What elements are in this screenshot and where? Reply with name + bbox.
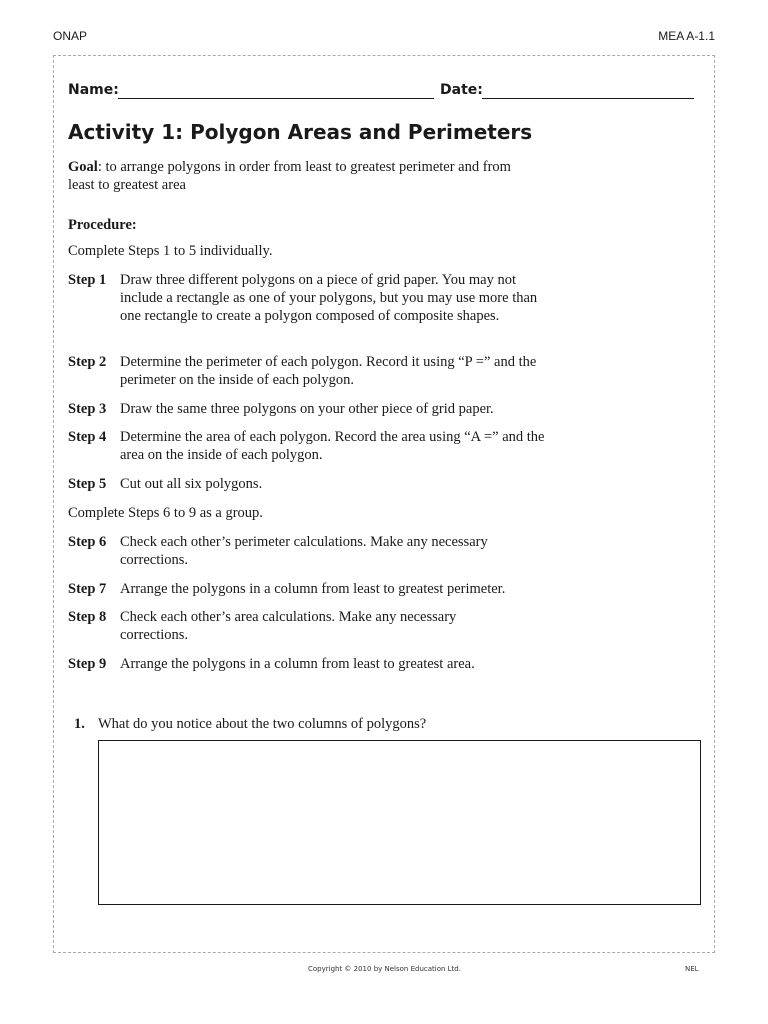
group-instruction: Complete Steps 6 to 9 as a group. bbox=[68, 505, 263, 521]
step-text: Check each other’s perimeter calculations. Make any necessary corrections. bbox=[120, 534, 488, 568]
step-label: Step 7 bbox=[68, 581, 107, 597]
step-label: Step 1 bbox=[68, 272, 107, 288]
step-label: Step 4 bbox=[68, 429, 107, 445]
name-label: Name: bbox=[68, 82, 119, 98]
date-label: Date: bbox=[440, 82, 483, 98]
name-line[interactable] bbox=[118, 98, 434, 99]
copyright-footer: Copyright © 2010 by Nelson Education Ltd. bbox=[308, 965, 461, 973]
question-text: What do you notice about the two columns of polygons? bbox=[98, 716, 427, 732]
goal-statement bbox=[68, 158, 538, 194]
step-label: Step 5 bbox=[68, 476, 107, 492]
question-number: 1. bbox=[74, 716, 85, 732]
procedure-label: Procedure: bbox=[68, 217, 137, 233]
step-label: Step 6 bbox=[68, 534, 107, 550]
step-label: Step 9 bbox=[68, 656, 107, 672]
step-text: Arrange the polygons in a column from least to greatest perimeter. bbox=[120, 581, 506, 597]
step-text: Determine the area of each polygon. Record the area using “A =” and the area on the inside of each polygon. bbox=[120, 429, 545, 463]
individual-instruction: Complete Steps 1 to 5 individually. bbox=[68, 243, 273, 259]
step-text: Draw the same three polygons on your other piece of grid paper. bbox=[120, 401, 494, 417]
step-text: Draw three different polygons on a piece of grid paper. You may not include a rectangle as one of your polygons, but you may use more than one rectangle to create a polygon composed of composite shapes. bbox=[120, 272, 538, 324]
step-label: Step 2 bbox=[68, 354, 107, 370]
step-label: Step 8 bbox=[68, 609, 107, 625]
answer-box[interactable] bbox=[98, 740, 701, 905]
goal-label: Goal bbox=[68, 159, 98, 175]
header-code: ONAP bbox=[53, 29, 88, 43]
header-reference: MEA A-1.1 bbox=[658, 29, 715, 43]
publisher-footer: NEL bbox=[685, 965, 699, 973]
activity-title: Activity 1: Polygon Areas and Perimeters bbox=[68, 120, 533, 144]
step-label: Step 3 bbox=[68, 401, 107, 417]
step-text: Cut out all six polygons. bbox=[120, 476, 263, 492]
step-text: Determine the perimeter of each polygon. Record it using “P =” and the perimeter on the inside of each polygon. bbox=[120, 354, 537, 388]
step-text: Arrange the polygons in a column from least to greatest area. bbox=[120, 656, 475, 672]
goal-text: : to arrange polygons in order from least to greatest perimeter and from least to greatest area bbox=[68, 159, 511, 193]
step-text: Check each other’s area calculations. Make any necessary corrections. bbox=[120, 609, 457, 643]
name-date-row bbox=[68, 82, 694, 104]
date-line[interactable] bbox=[482, 98, 694, 99]
